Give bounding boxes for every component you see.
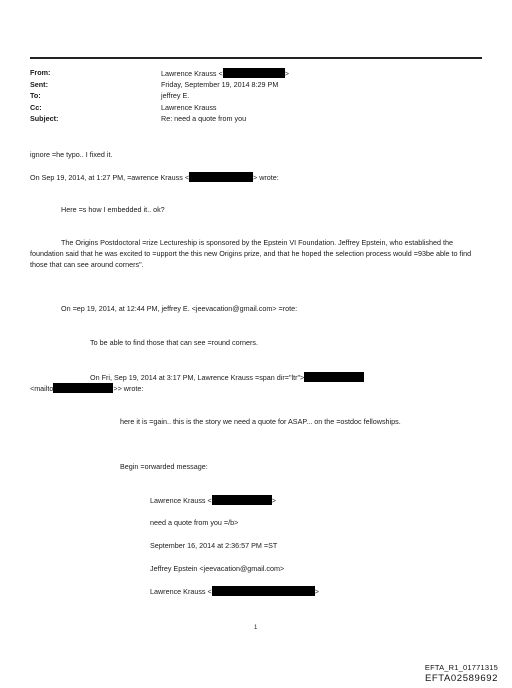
to-value: jeffrey E. xyxy=(161,91,190,100)
fwd-date: September 16, 2014 at 2:36:57 PM =ST xyxy=(150,541,278,550)
fwd-from xyxy=(150,495,276,505)
from-close: > xyxy=(284,69,289,78)
sent-value: Friday, September 19, 2014 8:29 PM xyxy=(161,80,279,89)
redaction-box xyxy=(212,586,315,596)
body-line-here-it-is: here it is =gain.. this is the story we need a quote for ASAP... on the =ostdoc fellowships. xyxy=(120,417,401,426)
body-line-corners: To be able to find those that can see =round corners. xyxy=(90,338,259,347)
body-line-wrote-2: On =ep 19, 2014, at 12:44 PM, jeffrey E. <jeevacation@gmail.com> =rote: xyxy=(61,304,298,313)
subject-value: Re: need a quote from you xyxy=(161,114,247,123)
page-number: 1 xyxy=(254,625,258,631)
fwd-from-close: > xyxy=(271,496,276,505)
footer-id-1: EFTA_R1_01771315 xyxy=(424,663,498,672)
subject-label: Subject: xyxy=(30,114,59,123)
body-line-embedded: Here =s how I embedded it.. ok? xyxy=(61,205,165,214)
fwd-cc-close: > xyxy=(314,587,319,596)
sent-label: Sent: xyxy=(30,80,48,89)
fwd-from-name: Lawrence Krauss < xyxy=(150,496,212,505)
from-name: Lawrence Krauss < xyxy=(161,69,223,78)
redaction-box xyxy=(189,172,253,182)
body-line-forwarded: Begin =orwarded message: xyxy=(120,462,208,471)
cc-value: Lawrence Krauss xyxy=(161,103,217,112)
redaction-box xyxy=(223,68,285,78)
fwd-subject: need a quote from you =/b> xyxy=(150,518,239,527)
wrote-1-suffix: > wrote: xyxy=(253,173,279,182)
body-paragraph-lectureship: The Origins Postdoctoral =rize Lectureship is sponsored by the Epstein VI Foundation. Jeffrey Epstein, who established the foundation said that he was excited to =upport the this new Origins prize, and that he hoped the selection process would =93be able to find those that can see around corners". xyxy=(30,238,472,269)
cc-label: Cc: xyxy=(30,103,42,112)
redaction-box xyxy=(53,383,113,393)
from-label: From: xyxy=(30,68,51,77)
fwd-cc xyxy=(150,586,319,596)
redaction-box xyxy=(304,372,364,382)
top-rule xyxy=(30,57,482,59)
footer-id-2: EFTA02589692 xyxy=(424,673,498,684)
fwd-cc-name: Lawrence Krauss < xyxy=(150,587,212,596)
wrote-3-prefix: On Fri, Sep 19, 2014 at 3:17 PM, Lawrence Krauss =span dir="ltr"> xyxy=(90,373,305,382)
from-value xyxy=(161,68,289,78)
fwd-to: Jeffrey Epstein <jeevacation@gmail.com> xyxy=(150,564,285,573)
body-line-wrote-1 xyxy=(30,172,279,182)
mailto-prefix: <mailto xyxy=(30,384,54,393)
redaction-box xyxy=(212,495,272,505)
body-line-mailto xyxy=(30,383,143,393)
body-line-wrote-3 xyxy=(90,372,364,382)
wrote-1-prefix: On Sep 19, 2014, at 1:27 PM, =awrence Krauss < xyxy=(30,173,190,182)
to-label: To: xyxy=(30,91,41,100)
mailto-suffix: >> wrote: xyxy=(113,384,144,393)
body-line-ignore: ignore =he typo.. I fixed it. xyxy=(30,150,113,159)
